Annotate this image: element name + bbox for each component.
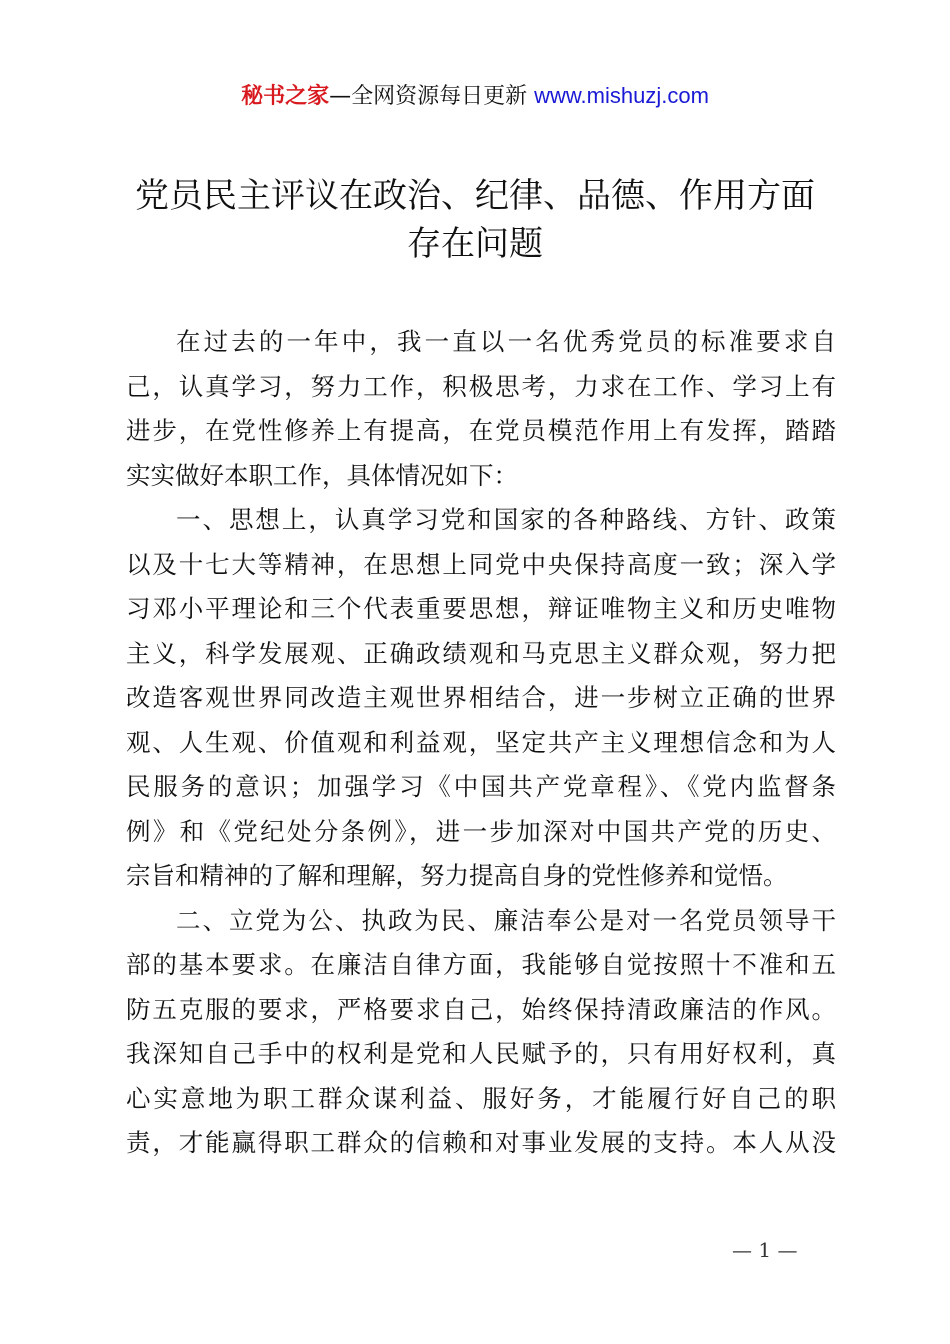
title-line-1: 党员民主评议在政治、纪律、品德、作用方面 [135, 176, 815, 216]
text-line: 在过去的一年中，我一直以一名优秀党员的标准要求自 [176, 327, 836, 356]
document-title [100, 172, 850, 268]
text-line: 实实做好本职工作，具体情况如下： [126, 460, 518, 490]
site-header [0, 80, 950, 113]
text-line: 部的基本要求。在廉洁自律方面，我能够自觉按照十不准和五 [126, 950, 836, 979]
text-line: 一、思想上，认真学习党和国家的各种路线、方针、政策 [176, 505, 836, 534]
text-line: 主义，科学发展观、正确政绩观和马克思主义群众观，努力把 [126, 638, 836, 668]
title-line-2: 存在问题 [407, 224, 543, 264]
page-number: — 1 — [732, 1238, 798, 1262]
site-url-link[interactable]: www.mishuzj.com [534, 83, 709, 108]
text-line: 防五克服的要求，严格要求自己，始终保持清政廉洁的作风。 [126, 994, 836, 1024]
text-line: 例》和《党纪处分条例》，进一步加深对中国共产党的历史、 [126, 816, 836, 846]
document-body [126, 320, 836, 1166]
text-line: 己，认真学习，努力工作，积极思考，力求在工作、学习上有 [126, 371, 836, 401]
text-line: 心实意地为职工群众谋利益、服好务，才能履行好自己的职 [126, 1083, 836, 1113]
text-line: 二、立党为公、执政为民、廉洁奉公是对一名党员领导干 [176, 905, 836, 935]
text-line: 习邓小平理论和三个代表重要思想，辩证唯物主义和历史唯物 [126, 594, 836, 623]
paragraph-section-2 [126, 899, 836, 1166]
text-line: 我深知自己手中的权利是党和人民赋予的，只有用好权利，真 [126, 1039, 836, 1068]
text-line: 进步，在党性修养上有提高，在党员模范作用上有发挥，踏踏 [126, 416, 836, 445]
text-line: 民服务的意识；加强学习《中国共产党章程》、《党内监督条 [126, 772, 836, 801]
text-line: 责，才能赢得职工群众的信赖和对事业发展的支持。本人从没 [126, 1128, 836, 1157]
paragraph-intro [126, 320, 836, 498]
text-line: 以及十七大等精神，在思想上同党中央保持高度一致；深入学 [126, 549, 836, 579]
site-brand: 秘书之家 [241, 84, 330, 109]
text-line: 观、人生观、价值观和利益观，坚定共产主义理想信念和为人 [126, 727, 836, 757]
text-line: 改造客观世界同改造主观世界相结合，进一步树立正确的世界 [126, 683, 836, 712]
paragraph-section-1 [126, 498, 836, 899]
site-tagline: —全网资源每日更新 [329, 84, 535, 109]
text-line: 宗旨和精神的了解和理解，努力提高自身的党性修养和觉悟。 [126, 861, 788, 890]
